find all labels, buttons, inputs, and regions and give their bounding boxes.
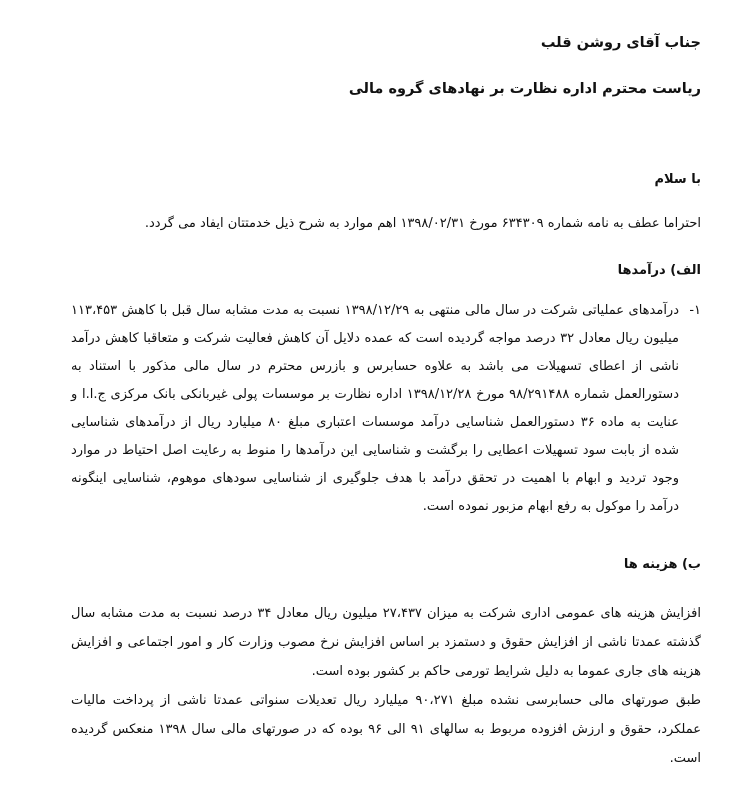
section-b-paragraph-1: افزایش هزینه های عمومی اداری شرکت به میزان ۲۷،۴۳۷ میلیون ریال معادل ۳۴ درصد نسبت به مدت مشابه سال گذشته عمدتا ناشی از افزایش حقوق و دستمزد بر اساس افزایش نرخ مصوب وزارت کار و امور اجتماعی و افزایش هزینه های جاری عموما به دلیل شرایط تورمی حاکم بر کشور بوده است.	[71, 606, 701, 679]
section-b-heading: ب) هزینه ها	[623, 557, 701, 572]
intro-paragraph: احتراما عطف به نامه شماره ۶۳۴۳۰۹ مورخ ۱۳۹۸/۰۲/۳۱ اهم موارد به شرح ذیل خدمتتان ایفاد می گردد.	[144, 216, 701, 231]
department-line: ریاست محترم اداره نظارت بر نهادهای گروه مالی	[348, 81, 701, 97]
section-a-heading: الف) درآمدها	[617, 263, 701, 278]
greeting: با سلام	[654, 172, 701, 187]
recipient-line: جناب آقای روشن قلب	[540, 35, 701, 51]
item-number: ۱-	[689, 303, 701, 318]
section-a-paragraph: درآمدهای عملیاتی شرکت در سال مالی منتهی به ۱۳۹۸/۱۲/۲۹ نسبت به مدت مشابه سال قبل با کاهش ۱۱۳،۴۵۳ میلیون ریال معادل ۳۲ درصد مواجه گردیده است که عمده دلایل آن کاهش فعالیت شرکت و متعاقبا کاهش درآمد ناشی از اعطای تسهیلات می باشد به علاوه حسابرس و بازرس محترم در سال مالی مذکور با استناد به دستورالعمل شماره ۹۸/۲۹۱۴۸۸ مورخ ۱۳۹۸/۱۲/۲۸ اداره نظارت بر موسسات پولی غیربانکی بانک مرکزی ج.ا.ا و عنایت به ماده ۳۶ دستورالعمل شناسایی درآمد موسسات اعتباری مبلغ ۸۰ میلیارد ریال از درآمدهای شناسایی شده از بابت سود تسهیلات اعطایی را برگشت و شناسایی این درآمدها را منوط به رعایت اصل احتیاط در موارد وجود تردید و ابهام با اهمیت در تحقق درآمد با هدف جلوگیری از شناسایی سودهای موهوم، شناسایی اینگونه درآمد را موکول به رفع ابهام مزبور نموده است.	[71, 303, 679, 514]
section-b-paragraph-2: طبق صورتهای مالی حسابرسی نشده مبلغ ۹۰،۲۷۱ میلیارد ریال تعدیلات سنواتی عمدتا ناشی از پرداخت مالیات عملکرد، حقوق و ارزش افزوده مربوط به سالهای ۹۱ الی ۹۶ بوده که در صورتهای مالی سال ۱۳۹۸ منعکس گردیده است.	[71, 693, 701, 766]
